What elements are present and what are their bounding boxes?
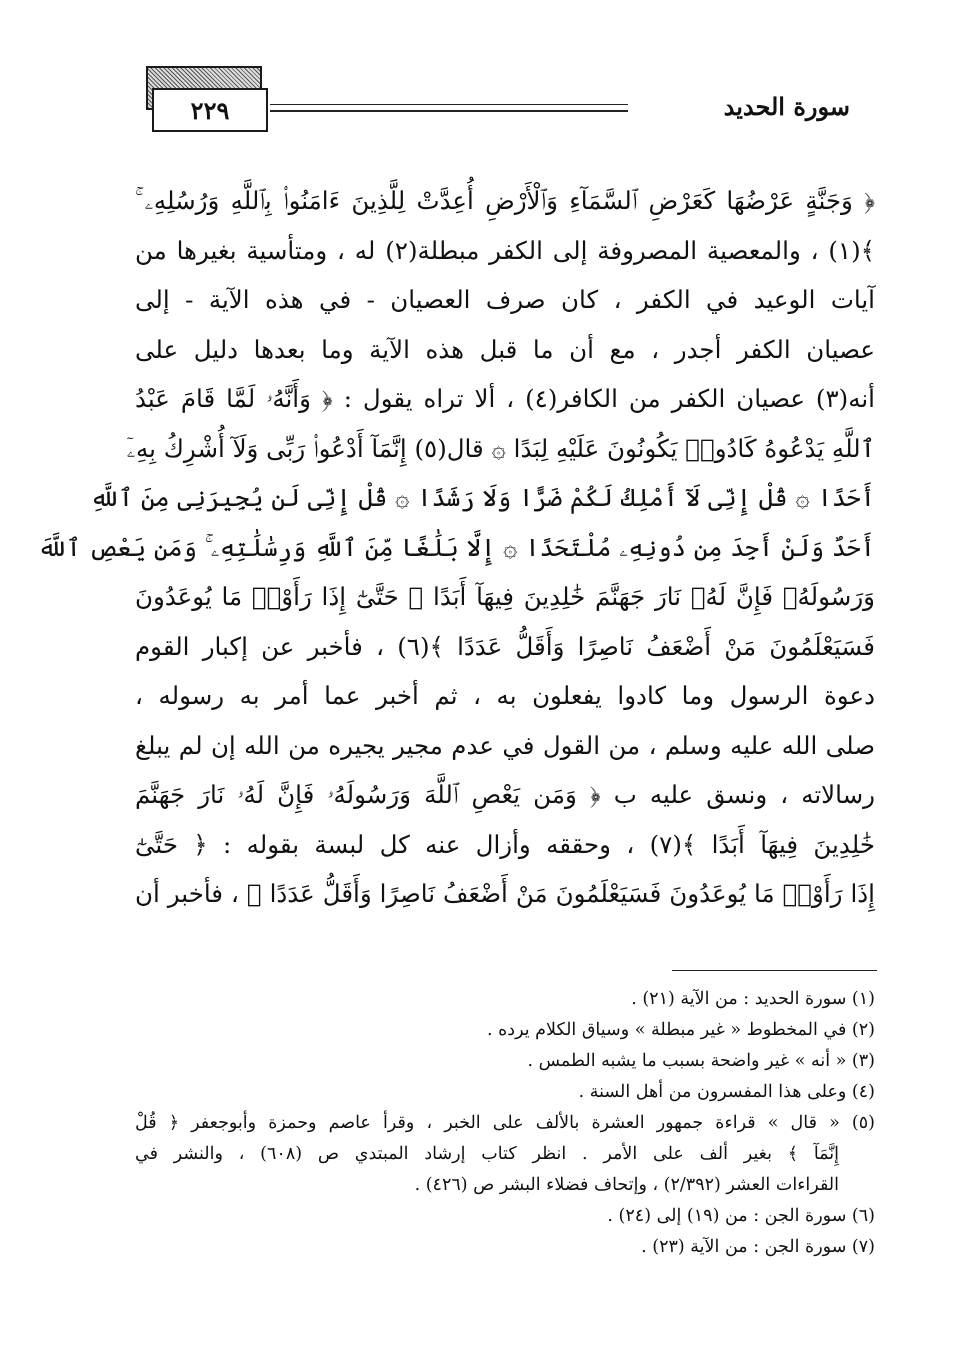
body-line: رسالاته ، ونسق عليه ب ﴿ وَمَن يَعْصِ ٱللَّهَ وَرَسُولَهُۥ فَإِنَّ لَهُۥ نَارَ جَهَنَّمَ [135, 780, 875, 809]
body-line: صلى الله عليه وسلم ، من القول في عدم مجير يجيره من الله إن لم يبلغ [135, 730, 875, 760]
footnote-2: (٢) في المخطوط « غير مبطلة » وسياق الكلام يرده . [486, 1020, 875, 1040]
footnote-4: (٤) وعلى هذا المفسرون من أهل السنة . [578, 1082, 875, 1102]
footnote-1: (١) سورة الحديد : من الآية (٢١) . [631, 989, 875, 1009]
body-line: ٱللَّهِ يَدْعُوهُ كَادُوا۟ يَكُونُونَ عَلَيْهِ لِبَدًا ۞ قال(٥) إِنَّمَآ أَدْعُوا۟ رَبِّى وَلَآ أُشْرِكُ بِهِۦٓ [126, 433, 875, 463]
body-line: فَسَيَعْلَمُونَ مَنْ أَضْعَفُ نَاصِرًا وَأَقَلُّ عَدَدًا ﴾(٦) ، فأخبر عن إكبار القوم [135, 631, 876, 661]
page-number [152, 88, 268, 132]
footnote-3: (٣) « أنه » غير واضحة بسبب ما يشبه الطمس . [527, 1051, 875, 1071]
footnote-5: (٥) « قال » قراءة جمهور العشرة بالألف على الخبر ، وقرأ عاصم وحمزة وأبوجعفر ﴿ قُلْ [135, 1113, 875, 1133]
body-line: عصيان الكفر أجدر ، مع أن ما قبل هذه الآية وما بعدها دليل على [135, 334, 875, 364]
footnote-7: (٧) سورة الجن : من الآية (٢٣) . [641, 1237, 875, 1257]
body-line: وَرَسُولَهُۥ فَإِنَّ لَهُۥ نَارَ جَهَنَّمَ خَٰلِدِينَ فِيهَآ أَبَدًا ۞ حَتَّىٰٓ إِذَا رَأَوْا۟ مَا يُوعَدُونَ [135, 582, 875, 611]
body-line: أنه(٣) عصيان الكفر من الكافر(٤) ، ألا تراه يقول : ﴿ وَأَنَّهُۥ لَمَّا قَامَ عَبْدُ [135, 384, 875, 413]
body-line: أَحَدًا ۞ قُلْ إِنِّى لَآ أَمْلِكُ لَكُمْ ضَرًّا وَلَا رَشَدًا ۞ قُلْ إِنِّى لَن يُجِيرَنِى مِنَ ٱللَّهِ [90, 483, 875, 512]
running-header-title: سورة الحديد [723, 92, 850, 121]
body-line: دعوة الرسول وما كادوا يفعلون به ، ثم أخبر عما أمر به رسوله ، [135, 681, 875, 710]
footnotes [135, 984, 875, 1263]
footnote-5-continuation: إِنَّمَآ ﴾ بغير ألف على الأمر . انظر كتاب إرشاد المبتدي ص (٦٠٨) ، والنشر في [135, 1144, 840, 1164]
body-line: إِذَا رَأَوْا۟ مَا يُوعَدُونَ فَسَيَعْلَمُونَ مَنْ أَضْعَفُ نَاصِرًا وَأَقَلُّ عَدَدًا ﴾ ، فأخبر أن [135, 879, 875, 908]
header-rule [270, 104, 628, 112]
body-line: خَٰلِدِينَ فِيهَآ أَبَدًا ﴾(٧) ، وحققه وأزال عنه كل لبسة بقوله : ﴿ حَتَّىٰٓ [135, 829, 875, 859]
body-line: آيات الوعيد في الكفر ، كان صرف العصيان - في هذه الآية - إلى [135, 285, 875, 314]
body-text [37, 176, 876, 919]
page-number-text: ٢٢٩ [190, 95, 230, 125]
footnote-separator [672, 970, 877, 971]
body-line: ﴾(١) ، والمعصية المصروفة إلى الكفر مبطلة(٢) له ، ومتأسية بغيرها من [135, 235, 875, 265]
body-line: ﴿ وَجَنَّةٍ عَرْضُهَا كَعَرْضِ ٱلسَّمَآءِ وَٱلْأَرْضِ أُعِدَّتْ لِلَّذِينَ ءَامَنُوا۟ بِٱللَّهِ وَرُسُلِهِۦ ۚ [135, 186, 875, 215]
footnote-6: (٦) سورة الجن : من (١٩) إلى (٢٤) . [607, 1206, 875, 1226]
footnote-5-continuation: القراءات العشر (٢/٣٩٢) ، وإتحاف فضلاء البشر ص (٤٢٦) . [414, 1175, 839, 1195]
body-line: أَحَدٌ وَلَنْ أَجِدَ مِن دُونِهِۦ مُلْتَحَدًا ۞ إِلَّا بَلَٰغًا مِّنَ ٱللَّهِ وَرِسَٰلَٰتِهِۦ ۚ وَمَن يَعْصِ ٱللَّهَ [37, 532, 875, 562]
